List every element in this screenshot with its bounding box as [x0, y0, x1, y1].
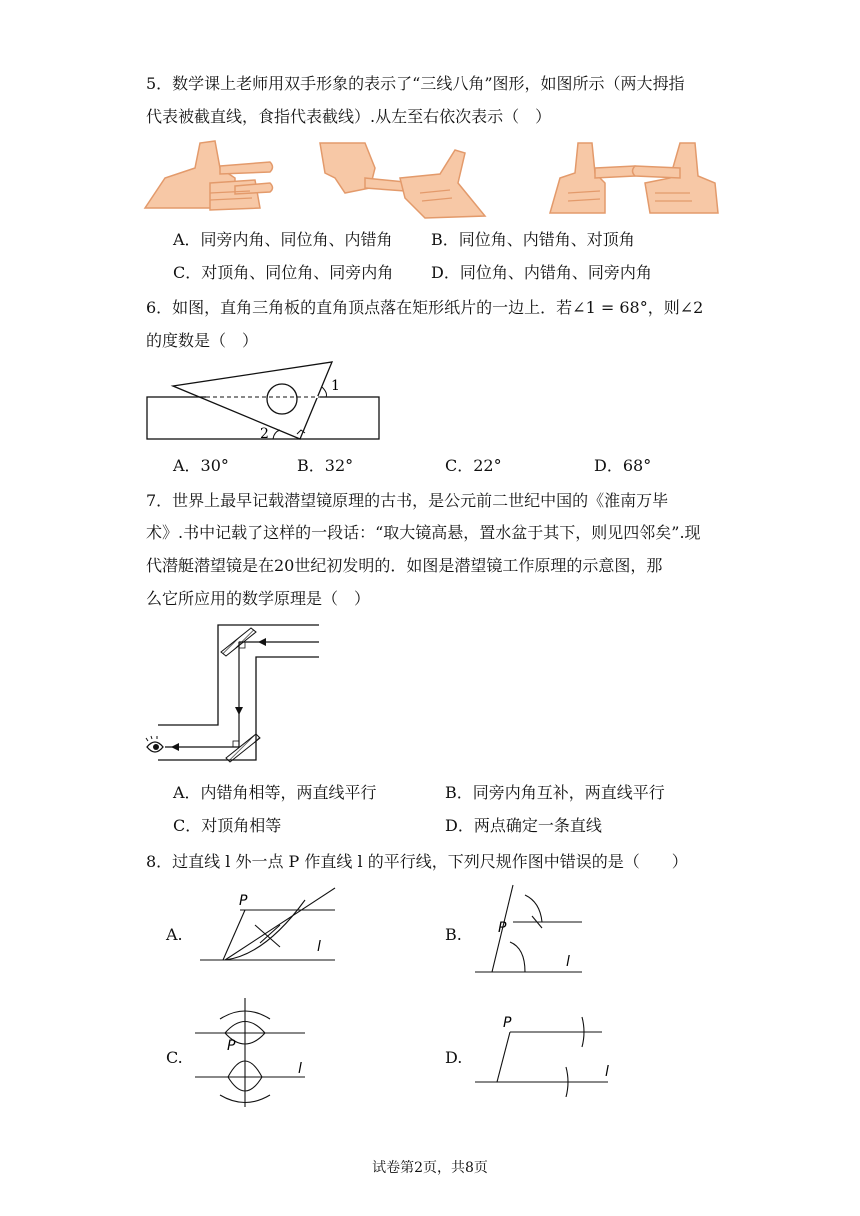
arc	[225, 900, 305, 960]
left-index-finger	[220, 162, 273, 174]
q8-option-b[interactable]: B.	[445, 925, 462, 944]
q8-option-a[interactable]: A.	[166, 925, 183, 944]
light-ray	[165, 642, 319, 747]
q8-option-d[interactable]: D.	[445, 1048, 463, 1067]
periscope-figure	[143, 620, 323, 770]
q6-option-c[interactable]: C．22°	[445, 456, 502, 475]
q8-stem-line1: 8．过直线 l 外一点 P 作直线 l 的平行线，下列尺规作图中错误的是（ ）	[146, 852, 688, 871]
segment	[223, 910, 245, 960]
right-index-finger	[633, 166, 681, 178]
line-l-label: l	[317, 939, 321, 955]
q6-stem-line2: 的度数是（ ）	[146, 331, 259, 350]
q7-option-a[interactable]: A．内错角相等，两直线平行	[173, 783, 377, 802]
q8-option-c[interactable]: C.	[166, 1048, 183, 1067]
page-footer: 试卷第2页，共8页	[372, 1160, 488, 1176]
eye-icon	[146, 736, 163, 752]
construction-a	[195, 885, 345, 973]
right-hand	[645, 143, 718, 213]
q6-option-b[interactable]: B．32°	[297, 456, 354, 475]
q5-stem-line1: 5．数学课上老师用双手形象的表示了“三线八角”图形，如图所示（两大拇指	[146, 74, 685, 93]
angle2-arc	[273, 430, 280, 439]
hand-pair-1	[145, 141, 273, 210]
q7-stem-line2: 术》.书中记载了这样的一段话：“取大镜高悬，置水盆于其下，则见四邻矣”.现	[146, 523, 701, 542]
angle1-label: 1	[331, 378, 340, 394]
right-angle-mark	[233, 741, 239, 747]
hand-pair-3	[550, 143, 718, 213]
arrow-head	[235, 707, 243, 715]
q6-option-d[interactable]: D．68°	[594, 456, 652, 475]
bottom-mirror	[226, 734, 260, 762]
q6-stem-line1: 6．如图，直角三角板的直角顶点落在矩形纸片的一边上．若∠1 = 68°，则∠2	[146, 298, 704, 317]
q5-option-c[interactable]: C．对顶角、同位角、同旁内角	[173, 263, 394, 282]
line-l-label: l	[298, 1061, 302, 1077]
set-square	[173, 362, 332, 439]
arrow-head	[171, 743, 179, 751]
transversal	[497, 1032, 510, 1082]
q7-option-c[interactable]: C．对顶角相等	[173, 816, 282, 835]
lower-hand	[400, 150, 485, 218]
set-square-hole	[267, 384, 297, 414]
arrow-head	[258, 638, 266, 646]
q7-option-d[interactable]: D．两点确定一条直线	[445, 816, 602, 835]
construction-b	[470, 880, 590, 975]
q7-stem-line3: 代潜艇潜望镜是在20世纪初发明的．如图是潜望镜工作原理的示意图，那	[146, 556, 663, 575]
q6-option-a[interactable]: A．30°	[173, 456, 229, 475]
construction-d	[470, 1012, 620, 1097]
construction-c	[190, 995, 315, 1110]
triangle-rectangle-figure	[140, 355, 390, 445]
q7-stem-line1: 7．世界上最早记载潜望镜原理的古书，是公元前二世纪中国的《淮南万毕	[146, 491, 669, 510]
point-p-label: P	[239, 893, 248, 909]
q5-option-d[interactable]: D．同位角、内错角、同旁内角	[431, 263, 652, 282]
point-p-label: P	[227, 1038, 236, 1054]
q7-option-b[interactable]: B．同旁内角互补，两直线平行	[445, 783, 665, 802]
hand-pair-2	[320, 143, 485, 218]
left-index-finger	[595, 166, 638, 178]
line-l-label: l	[566, 954, 570, 970]
hands-figure	[140, 138, 730, 220]
line-l-label: l	[605, 1064, 609, 1080]
q5-stem-line2: 代表被截直线，食指代表截线）.从左至右依次表示（ ）	[146, 107, 552, 126]
q5-option-a[interactable]: A．同旁内角、同位角、内错角	[173, 230, 393, 249]
point-p-label: P	[503, 1015, 512, 1031]
cross-mark	[255, 925, 280, 947]
angle1-arc	[322, 387, 327, 397]
arc-lower	[510, 942, 525, 972]
q7-stem-line4: 么它所应用的数学原理是（ ）	[146, 589, 371, 608]
point-p-label: P	[498, 920, 507, 936]
angle2-label: 2	[260, 426, 269, 442]
q5-option-b[interactable]: B．同位角、内错角、对顶角	[431, 230, 635, 249]
